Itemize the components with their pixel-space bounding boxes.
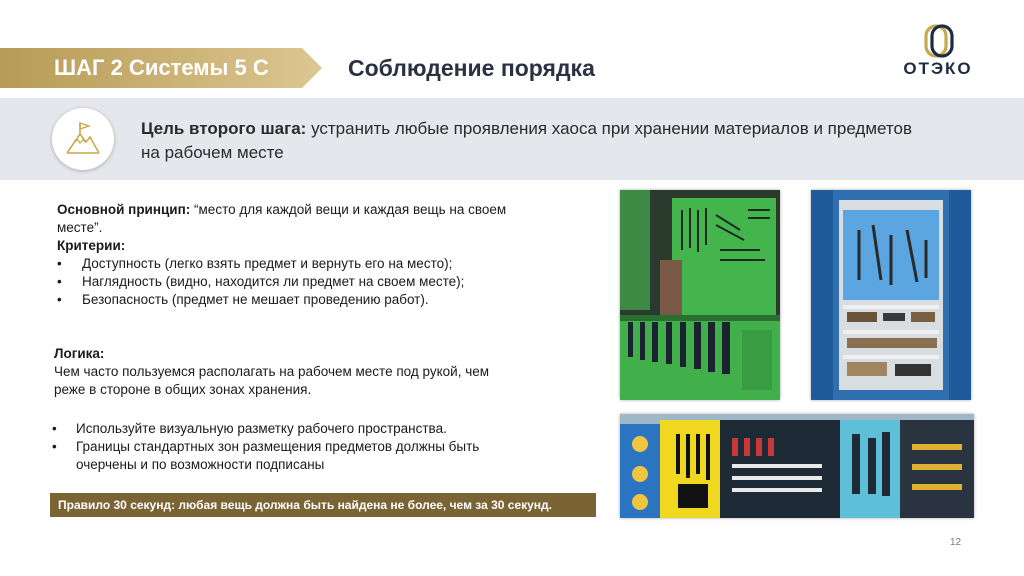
page-title: Соблюдение порядка bbox=[348, 55, 595, 81]
goal-label: Цель второго шага: bbox=[141, 119, 307, 138]
rule-box: Правило 30 секунд: любая вещь должна быть найдена не более, чем за 30 секунд. bbox=[50, 493, 596, 517]
wall-tool-panel-photo bbox=[620, 414, 974, 518]
criteria-label: Критерии: bbox=[57, 238, 126, 253]
advice-item: • Границы стандартных зон размещения предметов должны быть очерчены и по возможности подписаны bbox=[52, 438, 522, 474]
principle-label: Основной принцип: bbox=[57, 202, 191, 217]
goal-band bbox=[0, 98, 1024, 180]
logic-label: Логика: bbox=[54, 346, 105, 361]
page-number: 12 bbox=[950, 537, 962, 548]
tool-board-photo bbox=[620, 190, 780, 400]
mountain-flag-icon bbox=[52, 108, 114, 170]
step-label: ШАГ 2 Системы 5 С bbox=[54, 55, 269, 80]
criteria-item: • Доступность (легко взять предмет и вернуть его на место); bbox=[57, 255, 517, 273]
criteria-list bbox=[57, 255, 517, 309]
tool-cabinet-photo bbox=[811, 190, 971, 400]
principle-block bbox=[57, 201, 517, 309]
criteria-item: • Безопасность (предмет не мешает проведению работ). bbox=[57, 291, 517, 309]
logo-text: ОТЭКО bbox=[903, 59, 973, 78]
goal-description: устранить любые проявления хаоса при хранении материалов и предметов на рабочем месте bbox=[141, 119, 912, 162]
logic-block bbox=[54, 345, 524, 399]
logic-text: Чем часто пользуемся располагать на рабочем месте под рукой, чем реже в стороне в общих зонах хранения. bbox=[54, 364, 490, 397]
goal-text bbox=[141, 117, 921, 165]
company-logo bbox=[896, 24, 986, 84]
logo-mark-icon bbox=[924, 24, 954, 58]
principle-text: “место для каждой вещи и каждая вещь на своем месте”. bbox=[57, 202, 507, 235]
advice-item: • Используйте визуальную разметку рабочего пространства. bbox=[52, 420, 522, 438]
criteria-item: • Наглядность (видно, находится ли предмет на своем месте); bbox=[57, 273, 517, 291]
advice-list bbox=[52, 420, 522, 474]
